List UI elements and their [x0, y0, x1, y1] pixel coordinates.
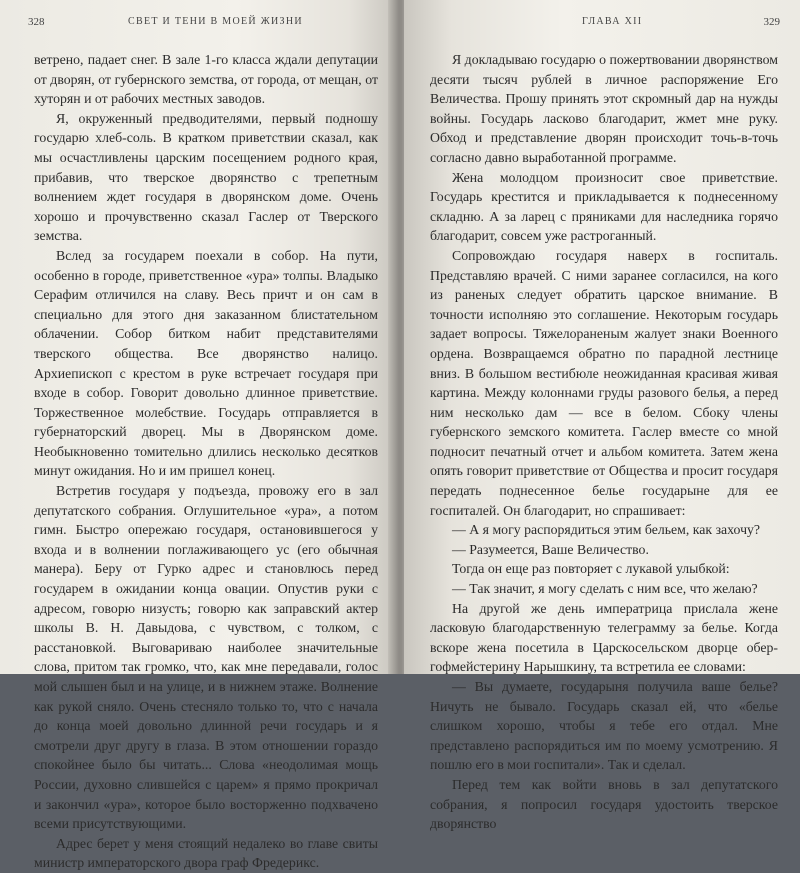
paragraph: Перед тем как войти вновь в зал депутатского собрания, я попросил государя удостоить тверское дворянство	[430, 776, 778, 832]
paragraph: Адрес берет у меня стоящий недалеко во главе свиты министр императорского двора граф Фредерикс.	[34, 835, 378, 871]
paragraph: Жена молодцом произносит свое приветствие. Государь крестится и прикладывается к поднесенному складню. А за ларец с пряниками для наследника горячо благодарит, совсем уже растроганный.	[430, 169, 778, 244]
paragraph: Тогда он еще раз повторяет с лукавой улыбкой:	[452, 561, 730, 577]
dialogue-line: — Так значит, я могу сделать с ним все, что желаю?	[452, 581, 758, 597]
right-page-text	[430, 50, 778, 834]
paragraph: На другой же день императрица прислала жене ласковую благодарственную телеграмму за белье. Когда вскоре жена посетила в Царскосельском дворце обер-гофмейстерину Нарышкину, та встретила ее словами:	[430, 600, 778, 675]
page-number-left: 328	[28, 16, 45, 28]
running-title-left: СВЕТ И ТЕНИ В МОЕЙ ЖИЗНИ	[128, 16, 303, 27]
dialogue-line: — Разумеется, Ваше Величество.	[452, 541, 649, 557]
paragraph: Я докладываю государю о пожертвовании дворянством десяти тысяч рублей в личное распоряжение Его Величества. Прошу принять этот скромный дар на нужды войны. Государь ласково благодарит, жмет мне руку. Обход и представление дворян происходит точь-в-точь согласно давно выработанной программе.	[430, 52, 778, 165]
paragraph: ветрено, падает снег. В зале 1-го класса ждали депутации от дворян, от губернского земства, от города, от мещан, от хуторян и от рабочих местных заводов.	[34, 52, 378, 107]
left-page	[0, 0, 396, 871]
paragraph: Вслед за государем поехали в собор. На пути, особенно в городе, приветственное «ура» толпы. Владыко Серафим отличился на славу. Весь причт и он сам в специально для этого дня заказанном блистательном облачении. Собор битком набит представителями тверского общества. Все дворянство налицо. Архиепископ с крестом в руке встречает государя при входе в собор. Говорит довольно длинное приветствие. Торжественное молебствие. Государь отправляется в губернаторский дворец. Мы в Дворянском доме. Необыкновенно томительно длились несколько десятков минут ожидания. Но и им пришел конец.	[34, 247, 378, 479]
left-page-text	[34, 50, 378, 873]
dialogue-line: — Вы думаете, государыня получила ваше белье? Ничуть не бывало. Государь сказал ей, что «белье слишком хорошо, чтобы я тебе его отдал. Мне представлено распорядиться им по моему усмотрению. Я пошлю его в мои госпитали». Так и сделал.	[430, 679, 778, 773]
paragraph: Я, окруженный предводителями, первый подношу государю хлеб-соль. В кратком приветствии сказал, как мы осчастливлены царским посещением родного края, прибавив, что тверское дворянство с трепетным волнением ждет государя в дворянском доме. Очень хорошо и прочувственно сказал Гаслер от Тверского земства.	[34, 110, 378, 244]
paragraph: Встретив государя у подъезда, провожу его в зал депутатского собрания. Оглушительное «ура», а потом гимн. Быстро опережаю государя, остановившегося у входа и в волнении поглаживающего ус (его обычная манера). Беру от Гурко адрес и становлюсь перед государем в ожидании конца овации. Опустив руки с адресом, говорю низусть; говорю как заправский актер школы В. Н. Давыдова, с чувством, с толком, с расстановкой. Выговариваю наиболее значительные слова, притом так громко, что, как мне передавали, голос мой слышен был и на улице, и в нижнем этаже. Волнение как рукой сняло. Очень стесняло только то, что с начала до конца моей довольно длинной речи государь и я смотрели друг другу в глаза. В этом отношении гораздо спокойнее было бы читать... Слова «неодолимая мощь России, духовно слившейся с царем» я прямо прокричал и закончил «ура», которое было восторженно подхвачено всеми присутствующими.	[34, 483, 378, 832]
running-title-right: ГЛАВА XII	[582, 16, 643, 27]
page-number-right: 329	[763, 16, 780, 28]
paragraph: Сопровождаю государя наверх в госпиталь. Представляю врачей. С ними заранее согласился, на кого из раненых следует обратить царское внимание. В точности исполняю это соглашение. Некоторым государь задает вопросы. Тяжелораненым жалует знаки Военного ордена. Возвращаемся обратно по парадной лестнице вниз. В большом вестибюле неожиданная красивая живая картина. Между колоннами груды разового белья, а перед ним несколько дам — все в белом. Сбоку члены губернского земского комитета. Гаслер вместе со мной подносит печатный отчет и альбом комитета. Затем жена опять говорит приветствие от Общества и просит государя передать поднесенное белье государыне для ее госпиталей. Он благодарит, но спрашивает:	[430, 247, 778, 518]
left-running-head	[28, 16, 378, 34]
right-running-head	[430, 16, 778, 34]
right-page	[404, 0, 800, 832]
dialogue-line: — А я могу распорядиться этим бельем, как захочу?	[452, 522, 761, 538]
